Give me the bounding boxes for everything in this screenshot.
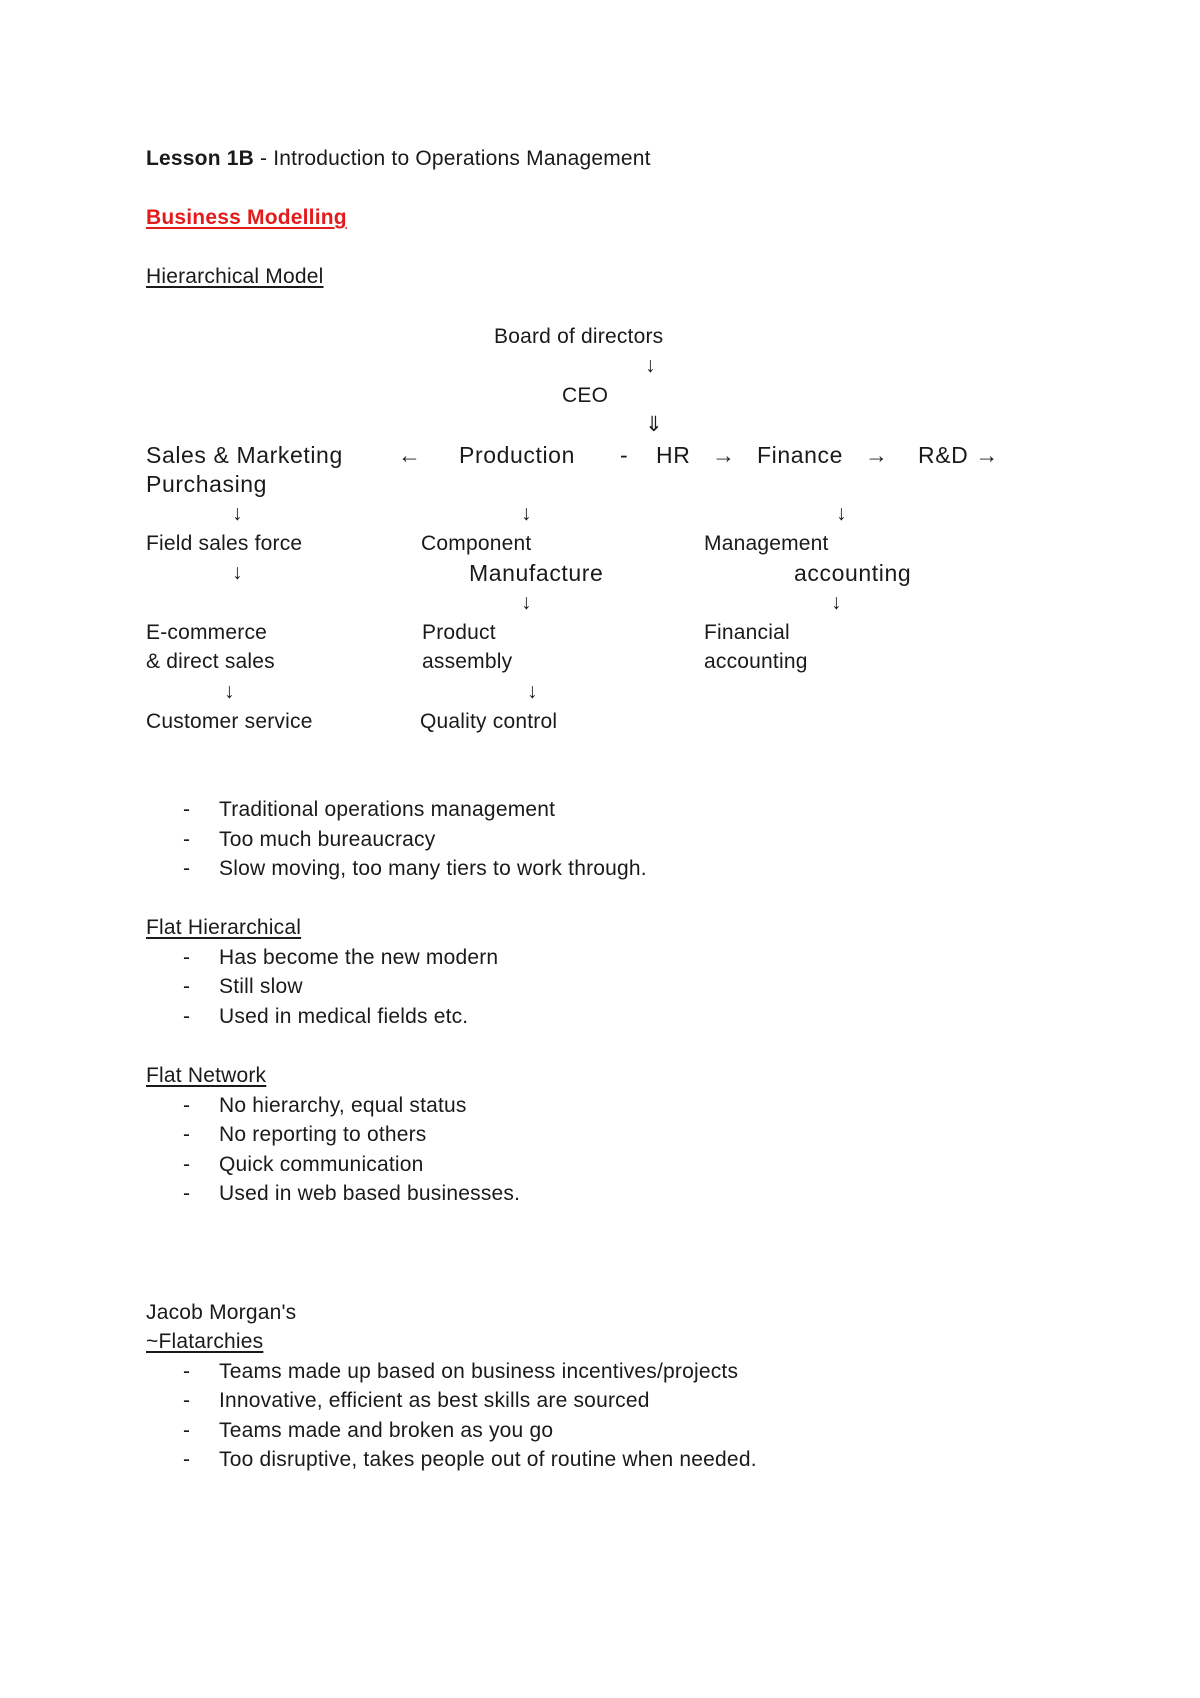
bullet-dash: - xyxy=(183,1389,190,1412)
list-item: Quick communication xyxy=(219,1153,424,1176)
arrow-down-icon: ↓ xyxy=(831,591,842,614)
node-quality-control: Quality control xyxy=(420,710,558,733)
bullet-dash: - xyxy=(183,1182,190,1205)
node-hr: HR xyxy=(656,442,691,468)
list-item: Teams made and broken as you go xyxy=(219,1419,554,1442)
heading-flat-network: Flat Network xyxy=(146,1064,267,1087)
node-finance: Finance xyxy=(757,442,844,468)
heading-flatarchies: ~Flatarchies xyxy=(146,1330,264,1353)
node-accounting: accounting xyxy=(794,560,912,586)
double-arrow-down-icon: ⇓ xyxy=(645,413,663,436)
arrow-down-icon: ↓ xyxy=(645,354,656,377)
list-item: Too disruptive, takes people out of routine when needed. xyxy=(219,1448,757,1471)
list-item: No reporting to others xyxy=(219,1123,427,1146)
arrow-down-icon: ↓ xyxy=(521,591,532,614)
bullet-dash: - xyxy=(183,1360,190,1383)
bullet-dash: - xyxy=(183,828,190,851)
arrow-down-icon: ↓ xyxy=(224,680,235,703)
node-customer-service: Customer service xyxy=(146,710,313,733)
list-item: Still slow xyxy=(219,975,303,998)
author-jacob-morgan: Jacob Morgan's xyxy=(146,1301,297,1324)
arrow-right-icon: → xyxy=(712,442,736,468)
heading-flat-hierarchical: Flat Hierarchical xyxy=(146,916,302,939)
node-management: Management xyxy=(704,532,829,555)
node-component: Component xyxy=(421,532,532,555)
bullet-dash: - xyxy=(183,1005,190,1028)
heading-hierarchical-model: Hierarchical Model xyxy=(146,265,324,288)
list-item: No hierarchy, equal status xyxy=(219,1094,467,1117)
node-ceo: CEO xyxy=(562,384,609,407)
node-financial: Financial xyxy=(704,621,790,644)
bullet-dash: - xyxy=(183,1419,190,1442)
list-item: Too much bureaucracy xyxy=(219,828,436,851)
node-production: Production xyxy=(459,442,575,468)
list-item: Teams made up based on business incentives/projects xyxy=(219,1360,739,1383)
bullet-dash: - xyxy=(183,975,190,998)
bullet-dash: - xyxy=(183,1448,190,1471)
bullet-dash: - xyxy=(183,946,190,969)
node-manufacture: Manufacture xyxy=(469,560,604,586)
dash-separator: - xyxy=(620,442,629,468)
list-item: Traditional operations management xyxy=(219,798,556,821)
arrow-down-icon: ↓ xyxy=(232,502,243,525)
list-item: Slow moving, too many tiers to work through. xyxy=(219,857,647,880)
list-item: Has become the new modern xyxy=(219,946,499,969)
page-title xyxy=(146,146,651,172)
node-purchasing: Purchasing xyxy=(146,471,268,497)
section-heading-business-modelling: Business Modelling xyxy=(146,206,347,229)
list-item: Used in web based businesses. xyxy=(219,1182,521,1205)
lesson-label: Lesson 1B xyxy=(146,147,254,170)
list-item: Innovative, efficient as best skills are sourced xyxy=(219,1389,650,1412)
node-field-sales-force: Field sales force xyxy=(146,532,303,555)
bullet-dash: - xyxy=(183,857,190,880)
arrow-down-icon: ↓ xyxy=(232,561,243,584)
node-direct-sales: & direct sales xyxy=(146,650,275,673)
arrow-down-icon: ↓ xyxy=(836,502,847,525)
node-ecommerce: E-commerce xyxy=(146,621,268,644)
node-product: Product xyxy=(422,621,496,644)
bullet-dash: - xyxy=(183,1153,190,1176)
node-board-of-directors: Board of directors xyxy=(494,325,664,348)
arrow-left-icon: ← xyxy=(398,442,422,468)
bullet-dash: - xyxy=(183,798,190,821)
node-sales-marketing: Sales & Marketing xyxy=(146,442,343,468)
arrow-down-icon: ↓ xyxy=(527,680,538,703)
bullet-dash: - xyxy=(183,1094,190,1117)
arrow-right-icon: → xyxy=(865,442,889,468)
list-item: Used in medical fields etc. xyxy=(219,1005,469,1028)
lesson-subtitle: - Introduction to Operations Management xyxy=(254,147,651,170)
node-assembly: assembly xyxy=(422,650,513,673)
bullet-dash: - xyxy=(183,1123,190,1146)
node-financial-accounting: accounting xyxy=(704,650,808,673)
node-rd: R&D → xyxy=(918,442,999,468)
arrow-down-icon: ↓ xyxy=(521,502,532,525)
